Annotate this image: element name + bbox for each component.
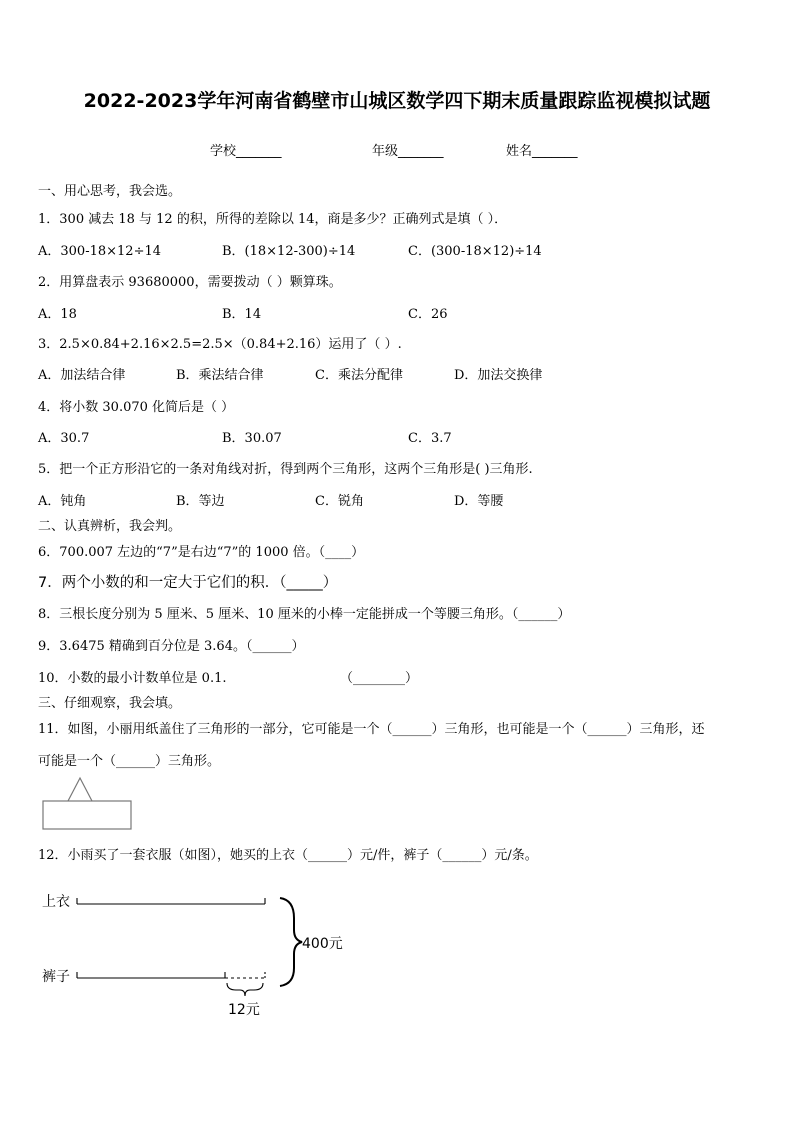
grade-field: 年级_______: [372, 144, 444, 159]
q2-option-c: C．26: [408, 307, 448, 322]
label-bottom: 裤子: [42, 969, 70, 985]
name-field: 姓名_______: [506, 144, 578, 159]
question-3: 3．2.5×0.84+2.16×2.5=2.5×（0.84+2.16）运用了（ ）.: [38, 337, 402, 352]
q5-option-c: C．锐角: [315, 494, 364, 509]
q3-option-b: B．乘法结合律: [176, 368, 264, 383]
question-6: 6．700.007 左边的“7”是右边“7”的 1000 倍。（____）: [38, 545, 365, 560]
total-label: 400元: [302, 936, 343, 952]
question-10: 10．小数的最小计数单位是 0.1.: [38, 671, 227, 686]
question-8: 8．三根长度分别为 5 厘米、5 厘米、10 厘米的小棒一定能拼成一个等腰三角形。（______）: [38, 607, 571, 622]
q1-option-c: C．(300-18×12)÷14: [408, 244, 542, 259]
clothes-line-diagram: [40, 886, 360, 1026]
q10-blank: （________）: [340, 671, 419, 686]
q1-option-a: A．300-18×12÷14: [38, 244, 162, 259]
question-4: 4．将小数 30.070 化简后是（ ）: [38, 400, 235, 415]
question-7: 7．两个小数的和一定大于它们的积．（_____）: [38, 575, 338, 591]
difference-label: 12元: [228, 1002, 260, 1018]
q3-option-d: D．加法交换律: [454, 368, 543, 383]
q2-option-a: A．18: [38, 307, 77, 322]
question-11-line-1: 11．如图，小丽用纸盖住了三角形的一部分，它可能是一个（______）三角形，也可能是一个（______）三角形，还: [38, 722, 705, 737]
q4-option-c: C．3.7: [408, 431, 452, 446]
page-title: 2022-2023学年河南省鹤壁市山城区数学四下期末质量跟踪监视模拟试题: [83, 90, 711, 112]
difference-brace: [227, 983, 263, 996]
question-1: 1．300 减去 18 与 12 的积，所得的差除以 14，商是多少？正确列式是填（ ）．: [38, 212, 508, 227]
covered-triangle-figure: [40, 776, 135, 832]
q5-option-a: A．钝角: [38, 494, 87, 509]
q2-option-b: B．14: [222, 307, 262, 322]
q5-option-b: B．等边: [176, 494, 225, 509]
label-top: 上衣: [42, 894, 70, 910]
q3-option-c: C．乘法分配律: [315, 368, 403, 383]
question-9: 9．3.6475 精确到百分位是 3.64。（______）: [38, 639, 305, 654]
question-2: 2．用算盘表示 93680000，需要拨动（ ）颗算珠。: [38, 275, 342, 290]
question-12: 12．小雨买了一套衣服（如图），她买的上衣（______）元/件，裤子（______）元/条。: [38, 848, 538, 863]
q3-option-a: A．加法结合律: [38, 368, 126, 383]
question-11-line-2: 可能是一个（______）三角形。: [38, 754, 221, 769]
q4-option-a: A．30.7: [38, 431, 90, 446]
question-5: 5．把一个正方形沿它的一条对角线对折，得到两个三角形，这两个三角形是( )三角形.: [38, 462, 533, 477]
school-field: 学校_______: [210, 144, 282, 159]
section-1-heading: 一、用心思考，我会选。: [38, 184, 182, 199]
cover-paper-rect: [43, 801, 131, 829]
section-3-heading: 三、仔细观察，我会填。: [38, 696, 182, 711]
q4-option-b: B．30.07: [222, 431, 282, 446]
section-2-heading: 二、认真辨析，我会判。: [38, 519, 182, 534]
total-brace: [280, 898, 302, 986]
q1-option-b: B．(18×12-300)÷14: [222, 244, 356, 259]
q5-option-d: D．等腰: [454, 494, 504, 509]
triangle-tip: [68, 778, 92, 801]
